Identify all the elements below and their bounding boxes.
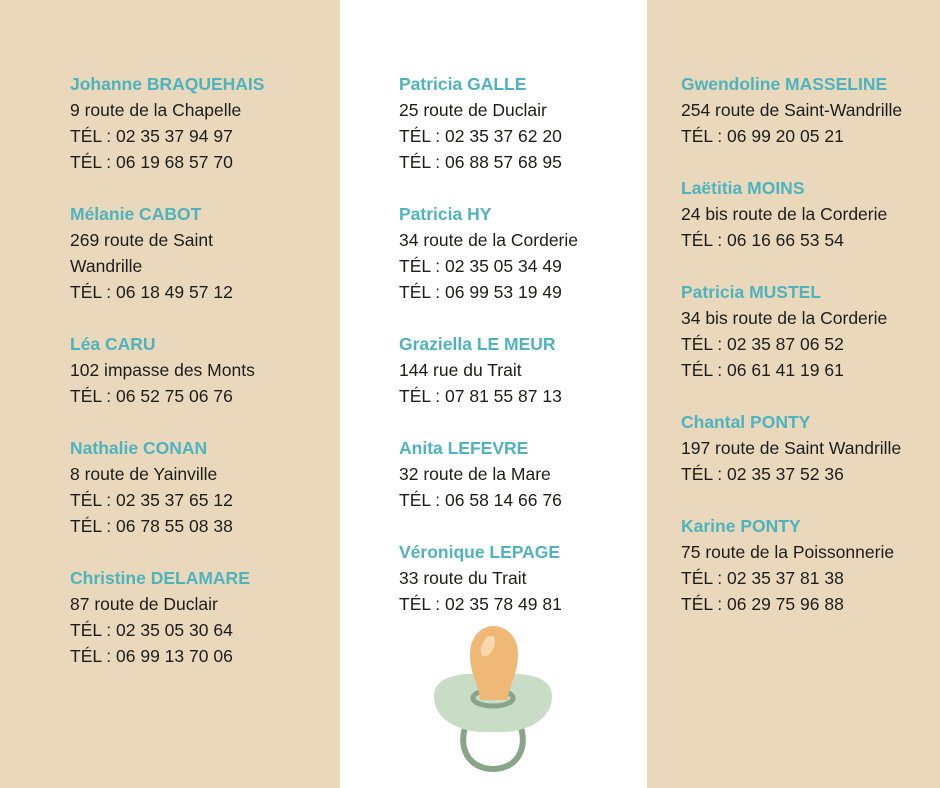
contact-card	[681, 513, 936, 617]
contact-phone: TÉL : 02 35 37 81 38	[681, 568, 844, 588]
contact-phone: TÉL : 06 52 75 06 76	[70, 386, 233, 406]
contact-card	[681, 279, 936, 383]
contact-card	[399, 331, 639, 409]
contact-phone: TÉL : 02 35 78 49 81	[399, 594, 562, 614]
contact-card	[70, 201, 330, 305]
contact-address: 144 rue du Trait	[399, 360, 522, 380]
contact-phone: TÉL : 06 16 66 53 54	[681, 230, 844, 250]
contact-phone: TÉL : 06 78 55 08 38	[70, 516, 233, 536]
contact-card	[681, 71, 936, 149]
contact-address: 87 route de Duclair	[70, 594, 218, 614]
contact-name: Johanne BRAQUEHAIS	[70, 74, 265, 94]
contact-name: Patricia MUSTEL	[681, 282, 822, 302]
contact-phone: TÉL : 02 35 37 65 12	[70, 490, 233, 510]
contact-name: Mélanie CABOT	[70, 204, 202, 224]
contact-address: 25 route de Duclair	[399, 100, 547, 120]
contact-phone: TÉL : 02 35 05 34 49	[399, 256, 562, 276]
contact-card	[70, 71, 330, 175]
contact-address: 75 route de la Poissonnerie	[681, 542, 895, 562]
contact-phone: TÉL : 06 99 53 19 49	[399, 282, 562, 302]
contact-name: Patricia HY	[399, 204, 492, 224]
contact-address: Wandrille	[70, 256, 143, 276]
contact-phone: TÉL : 02 35 37 52 36	[681, 464, 844, 484]
contact-name: Léa CARU	[70, 334, 156, 354]
contact-name: Karine PONTY	[681, 516, 801, 536]
contact-name: Chantal PONTY	[681, 412, 811, 432]
contact-address: 34 bis route de la Corderie	[681, 308, 888, 328]
contact-address: 34 route de la Corderie	[399, 230, 578, 250]
contact-address: 102 impasse des Monts	[70, 360, 255, 380]
contact-address: 9 route de la Chapelle	[70, 100, 242, 120]
contact-name: Laëtitia MOINS	[681, 178, 805, 198]
contact-phone: TÉL : 06 61 41 19 61	[681, 360, 844, 380]
contact-phone: TÉL : 06 18 49 57 12	[70, 282, 233, 302]
contact-card	[681, 409, 936, 487]
contact-name: Gwendoline MASSELINE	[681, 74, 888, 94]
contact-phone: TÉL : 06 88 57 68 95	[399, 152, 562, 172]
contact-name: Graziella LE MEUR	[399, 334, 556, 354]
contact-card	[399, 435, 639, 513]
contact-name: Nathalie CONAN	[70, 438, 208, 458]
contact-address: 269 route de Saint	[70, 230, 214, 250]
contact-name: Christine DELAMARE	[70, 568, 250, 588]
contact-address: 33 route du Trait	[399, 568, 527, 588]
contact-card	[399, 71, 639, 175]
contact-phone: TÉL : 06 29 75 96 88	[681, 594, 844, 614]
pacifier-icon	[430, 624, 560, 774]
contact-phone: TÉL : 06 58 14 66 76	[399, 490, 562, 510]
contact-card	[70, 435, 330, 539]
contact-phone: TÉL : 06 99 13 70 06	[70, 646, 233, 666]
contact-card	[681, 175, 936, 253]
contact-card	[70, 565, 330, 669]
contact-card	[399, 539, 639, 617]
contact-address: 8 route de Yainville	[70, 464, 218, 484]
contact-name: Anita LEFEVRE	[399, 438, 529, 458]
contact-phone: TÉL : 02 35 37 62 20	[399, 126, 562, 146]
contact-address: 197 route de Saint Wandrille	[681, 438, 902, 458]
contact-address: 32 route de la Mare	[399, 464, 551, 484]
contact-phone: TÉL : 07 81 55 87 13	[399, 386, 562, 406]
contact-name: Patricia GALLE	[399, 74, 527, 94]
contact-phone: TÉL : 02 35 05 30 64	[70, 620, 233, 640]
contact-name: Véronique LEPAGE	[399, 542, 561, 562]
contact-column-1	[70, 71, 330, 695]
contact-card	[399, 201, 639, 305]
contact-phone: TÉL : 06 19 68 57 70	[70, 152, 233, 172]
contact-address: 254 route de Saint-Wandrille	[681, 100, 903, 120]
contact-card	[70, 331, 330, 409]
contact-column-2	[399, 71, 639, 643]
contact-phone: TÉL : 02 35 37 94 97	[70, 126, 233, 146]
contact-address: 24 bis route de la Corderie	[681, 204, 888, 224]
contact-phone: TÉL : 02 35 87 06 52	[681, 334, 844, 354]
contact-phone: TÉL : 06 99 20 05 21	[681, 126, 844, 146]
contact-column-3	[681, 71, 936, 643]
